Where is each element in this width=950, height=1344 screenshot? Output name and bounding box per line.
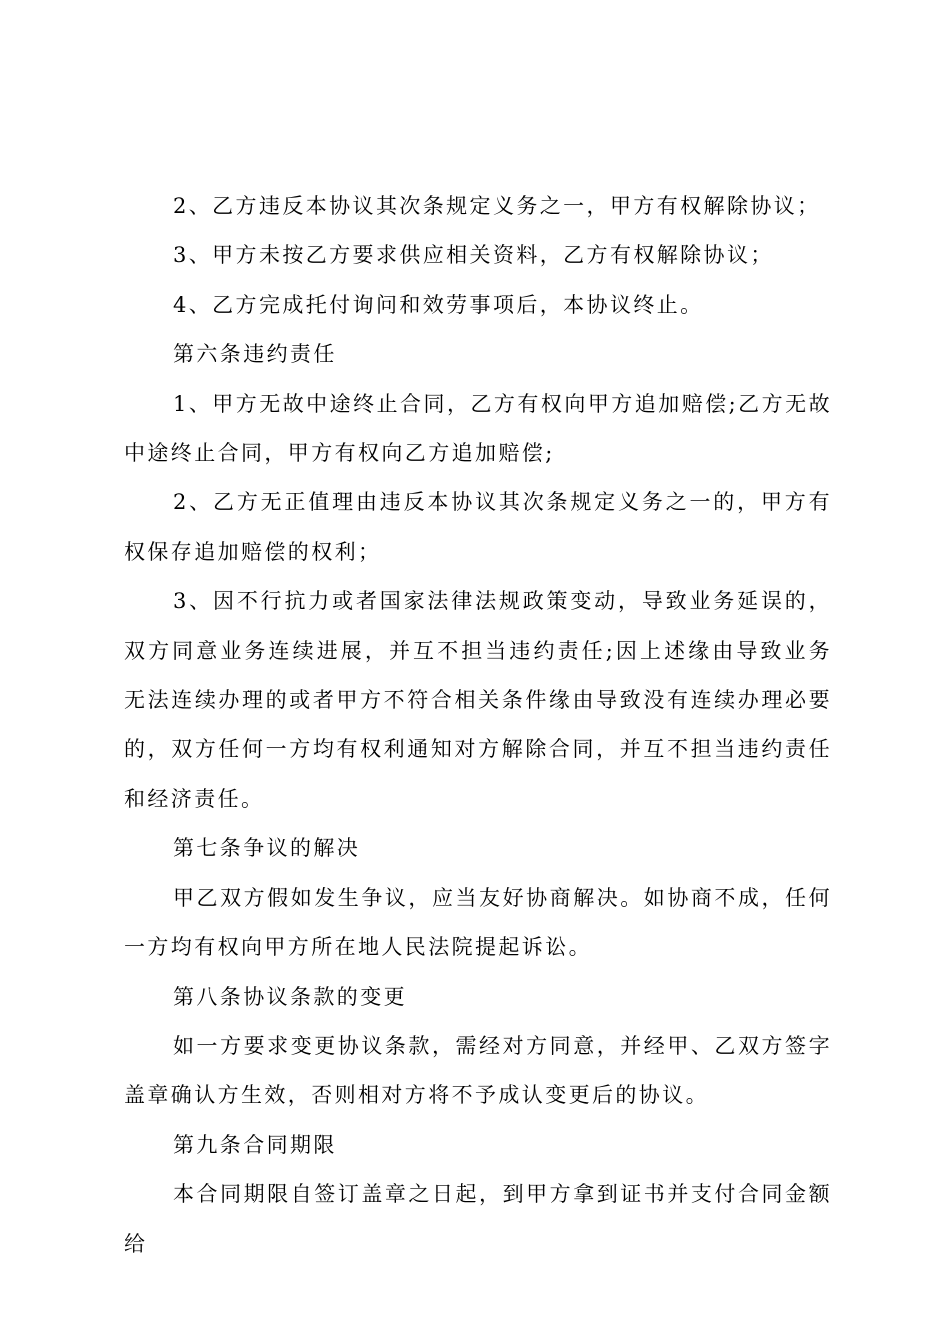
clause-3-paragraph: 3、甲方未按乙方要求供应相关资料，乙方有权解除协议； <box>173 243 774 268</box>
section-6-heading: 第六条违约责任 <box>173 342 337 367</box>
amendment-paragraph: 如一方要求变更协议条款，需经对方同意，并经甲、乙双方签字盖章确认方生效，否则相对方将不予成认变更后的协议。 <box>124 1033 832 1108</box>
section-8-heading: 第八条协议条款的变更 <box>173 984 407 1009</box>
liability-3-paragraph: 3、因不行抗力或者国家法律法规政策变动，导致业务延误的，双方同意业务连续进展，并互不担当违约责任;因上述缘由导致业务无法连续办理的或者甲方不符合相关条件缘由导致没有连续办理必要的，双方任何一方均有权利通知对方解除合同，并互不担当违约责任和经济责任。 <box>124 589 832 811</box>
clause-4-paragraph: 4、乙方完成托付询问和效劳事项后，本协议终止。 <box>173 292 704 317</box>
dispute-paragraph: 甲乙双方假如发生争议，应当友好协商解决。如协商不成，任何一方均有权向甲方所在地人民法院提起诉讼。 <box>124 885 832 960</box>
clause-2-paragraph: 2、乙方违反本协议其次条规定义务之一，甲方有权解除协议； <box>173 194 821 218</box>
document-body <box>124 182 832 1269</box>
section-9-heading: 第九条合同期限 <box>173 1132 337 1157</box>
section-7-heading: 第七条争议的解决 <box>173 836 361 861</box>
liability-1-paragraph: 1、甲方无故中途终止合同，乙方有权向甲方追加赔偿;乙方无故中途终止合同，甲方有权向乙方追加赔偿; <box>124 391 832 466</box>
term-paragraph: 本合同期限自签订盖章之日起，到甲方拿到证书并支付合同金额给 <box>124 1182 832 1256</box>
liability-2-paragraph: 2、乙方无正值理由违反本协议其次条规定义务之一的，甲方有权保存追加赔偿的权利； <box>124 490 832 564</box>
